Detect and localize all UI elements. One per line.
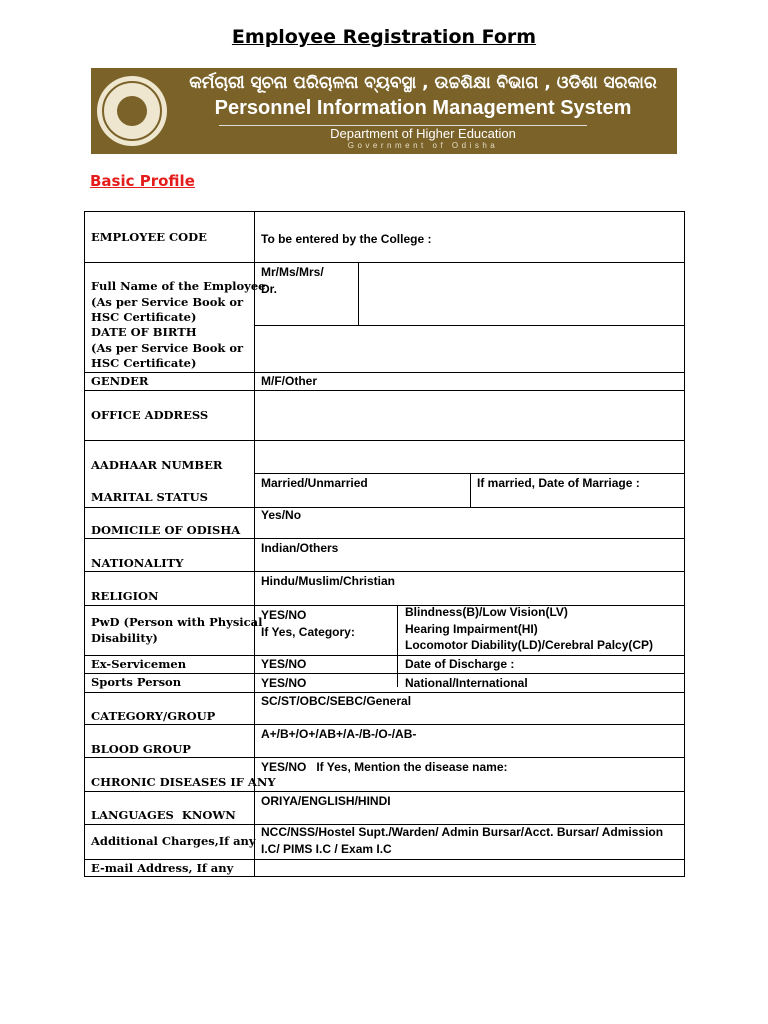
discharge-date-label[interactable]: Date of Discharge : <box>405 657 515 671</box>
ex-servicemen-label: Ex-Servicemen <box>91 657 187 671</box>
sports-person-value[interactable]: YES/NO <box>261 676 307 690</box>
pims-banner <box>91 68 677 154</box>
ex-servicemen-value[interactable]: YES/NO <box>261 657 307 671</box>
religion-value[interactable]: Hindu/Muslim/Christian <box>261 574 396 588</box>
banner-department: Department of Higher Education <box>330 126 516 141</box>
additional-charges-label: Additional Charges,If any <box>91 834 256 848</box>
office-address-field[interactable] <box>255 391 684 440</box>
form-title: Employee Registration Form <box>231 26 537 48</box>
languages-label: LANGUAGES KNOWN <box>91 808 236 822</box>
chronic-diseases-label: CHRONIC DISEASES IF ANY <box>91 775 276 789</box>
languages-value[interactable]: ORIYA/ENGLISH/HINDI <box>261 794 391 808</box>
row-divider <box>254 473 684 474</box>
employee-code-value[interactable]: To be entered by the College : <box>261 232 432 246</box>
blood-group-value[interactable]: A+/B+/O+/AB+/A-/B-/O-/AB- <box>261 727 417 741</box>
aadhaar-field[interactable] <box>255 441 684 473</box>
registration-table <box>84 211 685 877</box>
category-value[interactable]: SC/ST/OBC/SEBC/General <box>261 694 412 708</box>
pwd-label: PwD (Person with Physical Disability) <box>91 615 263 645</box>
row-divider <box>85 372 684 373</box>
marital-status-value[interactable]: Married/Unmarried <box>261 476 368 490</box>
full-name-label: Full Name of the Employee (As per Service Book or HSC Certificate) <box>91 279 266 324</box>
email-field[interactable] <box>255 860 684 876</box>
additional-charges-value[interactable]: NCC/NSS/Hostel Supt./Warden/ Admin Bursar/Acct. Bursar/ Admission I.C/ PIMS I.C / Exam I.C <box>261 825 664 856</box>
domicile-label: DOMICILE OF ODISHA <box>91 523 241 537</box>
sports-level[interactable]: National/International <box>405 676 528 690</box>
domicile-value[interactable]: Yes/No <box>261 508 302 522</box>
aadhaar-label: AADHAAR NUMBER <box>91 458 223 472</box>
banner-system-name: Personnel Information Management System <box>214 97 632 119</box>
category-label: CATEGORY/GROUP <box>91 709 216 723</box>
pwd-value[interactable]: YES/NO If Yes, Category: <box>261 608 355 639</box>
marital-status-label: MARITAL STATUS <box>91 490 208 504</box>
odisha-seal-icon <box>97 76 167 146</box>
row-divider <box>85 507 684 508</box>
gender-label: GENDER <box>91 374 149 388</box>
name-prefix[interactable]: Mr/Ms/Mrs/ Dr. <box>261 265 324 296</box>
blood-group-label: BLOOD GROUP <box>91 742 191 756</box>
row-divider <box>85 673 684 674</box>
chronic-diseases-value[interactable]: YES/NO If Yes, Mention the disease name: <box>261 760 508 774</box>
banner-government: Government of Odisha <box>347 141 499 150</box>
full-name-field[interactable] <box>359 263 684 325</box>
email-label: E-mail Address, If any <box>91 861 234 875</box>
employee-code-label: EMPLOYEE CODE <box>91 230 207 244</box>
pwd-categories[interactable]: Blindness(B)/Low Vision(LV) Hearing Impairment(HI) Locomotor Diability(LD)/Cerebral Palcy(CP) <box>405 605 654 652</box>
nationality-label: NATIONALITY <box>91 556 184 570</box>
gender-value[interactable]: M/F/Other <box>261 374 317 388</box>
row-divider <box>85 655 684 656</box>
nationality-value[interactable]: Indian/Others <box>261 541 339 555</box>
dob-field[interactable] <box>255 326 684 372</box>
sports-person-label: Sports Person <box>91 675 182 689</box>
marital-divider <box>470 473 471 507</box>
section-title: Basic Profile <box>90 172 195 190</box>
marriage-date-label[interactable]: If married, Date of Marriage : <box>477 476 640 490</box>
religion-label: RELIGION <box>91 589 159 603</box>
office-address-label: OFFICE ADDRESS <box>91 408 209 422</box>
row-divider <box>85 791 684 792</box>
banner-odia-title: କର୍ମଚାରୀ ସୂଚନା ପରିଚାଳନା ବ୍ୟବସ୍ଥା , ଉଚ୍ଚଶିକ୍ଷା ବିଭାଗ , ଓଡିଶା ସରକାର <box>189 73 657 93</box>
dob-label: DATE OF BIRTH (As per Service Book or HSC Certificate) <box>91 325 244 370</box>
pwd-divider <box>397 605 398 687</box>
